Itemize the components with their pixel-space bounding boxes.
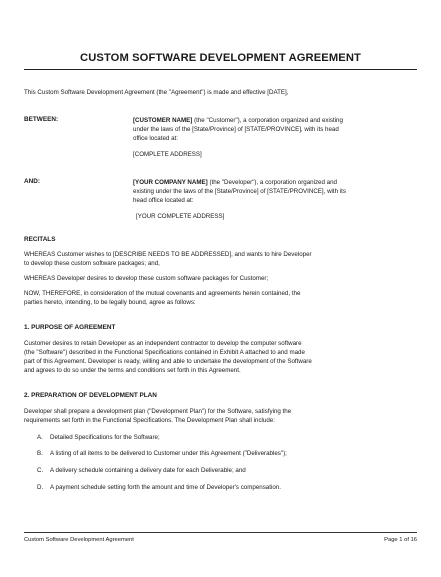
list-item-a-letter: A.	[37, 434, 43, 441]
customer-name: [CUSTOMER NAME]	[133, 117, 193, 124]
section-1-line-2: (the "Software") described in the Functional Specifications contained in Exhibit A attached to and made	[24, 349, 305, 356]
customer-line-1	[133, 116, 343, 125]
recital-1-line-1: WHEREAS Customer wishes to [DESCRIBE NEEDS TO BE ADDRESSED], and wants to hire Developer	[24, 251, 312, 258]
title-divider	[24, 69, 417, 70]
recital-3-line-2: parties hereto, intending, to be legally bound, agree as follows:	[24, 299, 196, 306]
list-item-c-text: A delivery schedule containing a delivery date for each Deliverable; and	[50, 467, 246, 474]
document-title: CUSTOM SOFTWARE DEVELOPMENT AGREEMENT	[80, 52, 361, 64]
company-address: [YOUR COMPLETE ADDRESS]	[136, 213, 225, 220]
footer-divider	[24, 532, 417, 533]
company-line-3: head office located at:	[133, 197, 194, 204]
section-1-line-3: part of this Agreement. Developer is ready, willing and able to undertake the development of the Software	[24, 358, 312, 365]
list-item-b-text: A listing of all items to be delivered to Customer under this Agreement ("Deliverables");	[50, 450, 287, 457]
company-line-1-rest: (the "Developer"), a corporation organized and	[207, 179, 337, 186]
list-item-d-text: A payment schedule setting forth the amount and time of Developer's compensation.	[50, 484, 281, 491]
between-label: BETWEEN:	[24, 116, 59, 123]
section-2-heading: 2. PREPARATION OF DEVELOPMENT PLAN	[24, 392, 157, 399]
section-2-line-2: requirements set forth in the Functional Specifications. The Development Plan shall include:	[24, 417, 275, 424]
customer-line-3: office located at:	[133, 135, 178, 142]
recital-3-line-1: NOW, THEREFORE, in consideration of the mutual covenants and agreements herein contained, the	[24, 290, 301, 297]
section-2-line-1: Developer shall prepare a development plan ("Development Plan") for the Software, satisfying the	[24, 408, 292, 415]
and-label: AND:	[24, 178, 40, 185]
list-item-b-letter: B.	[37, 450, 43, 457]
section-1-heading: 1. PURPOSE OF AGREEMENT	[24, 324, 116, 331]
recital-1-line-2: to develop these custom software packages; and,	[24, 260, 160, 267]
recital-2: WHEREAS Developer desires to develop these custom software packages for Customer;	[24, 275, 269, 282]
customer-address: [COMPLETE ADDRESS]	[133, 151, 202, 158]
company-line-2: existing under the laws of the [State/Province] of [STATE/PROVINCE], with its	[133, 188, 346, 195]
list-item-c-letter: C.	[37, 467, 44, 474]
customer-line-1-rest: (the "Customer"), a corporation organized and existing	[192, 117, 343, 124]
section-1-line-4: and agrees to do so under the terms and conditions set forth in this Agreement.	[24, 367, 241, 374]
recitals-heading: RECITALS	[24, 236, 56, 243]
company-name: [YOUR COMPANY NAME]	[133, 179, 208, 186]
intro-text: This Custom Software Development Agreement (the "Agreement") is made and effective [DATE],	[24, 89, 289, 96]
company-line-1	[133, 178, 337, 187]
list-item-a-text: Detailed Specifications for the Software;	[50, 434, 160, 441]
footer-page-number: Page 1 of 16	[384, 537, 417, 543]
footer-document-name: Custom Software Development Agreement	[24, 537, 134, 543]
section-1-line-1: Customer desires to retain Developer as an independent contractor to develop the computer software	[24, 340, 302, 347]
list-item-d-letter: D.	[37, 484, 44, 491]
customer-line-2: under the laws of the [State/Province] of [STATE/PROVINCE], with its head	[133, 126, 339, 133]
